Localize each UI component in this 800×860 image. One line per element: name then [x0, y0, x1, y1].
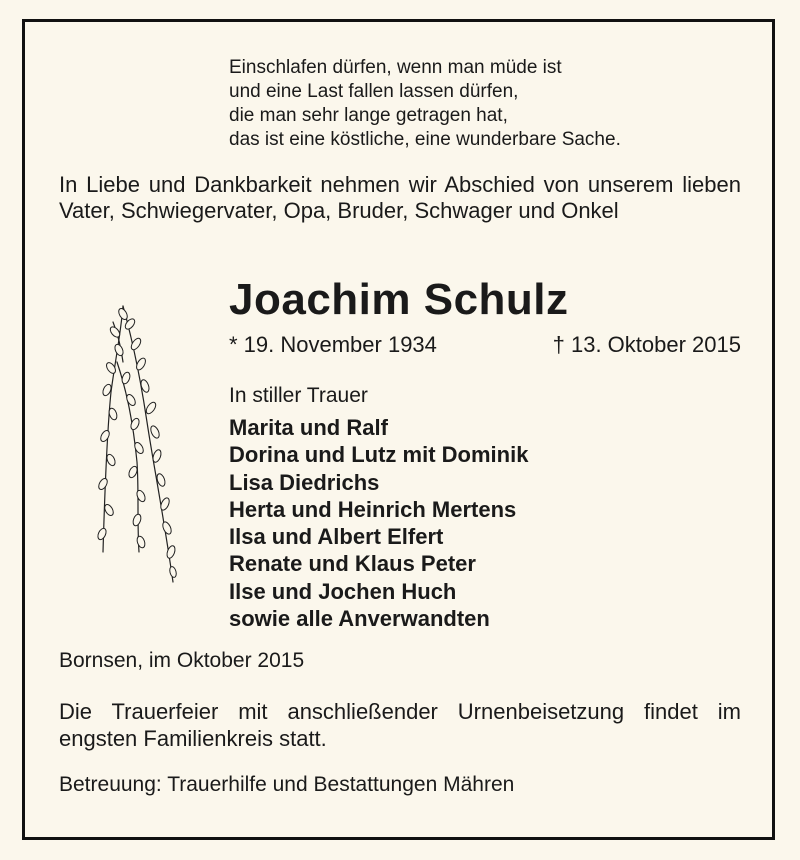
funeral-note: Die Trauerfeier mit anschließender Urnenbeisetzung findet im engsten Familienkreis statt.	[59, 699, 741, 751]
mourner: Dorina und Lutz mit Dominik	[229, 442, 529, 468]
mourner: Renate und Klaus Peter	[229, 551, 476, 577]
poem-line: Einschlafen dürfen, wenn man müde ist	[229, 57, 562, 78]
intro-text: In Liebe und Dankbarkeit nehmen wir Abschied von unserem lieben Vater, Schwiegervater, Opa, Bruder, Schwager und Onkel	[59, 172, 741, 223]
place-date: Bornsen, im Oktober 2015	[59, 649, 305, 672]
mourners-list	[229, 414, 528, 632]
mourner: Herta und Heinrich Mertens	[229, 496, 517, 522]
mourner: sowie alle Anverwandten	[229, 606, 490, 632]
birth-date: * 19. November 1934	[229, 332, 437, 357]
mourner: Ilsa und Albert Elfert	[229, 524, 444, 550]
mourning-label: In stiller Trauer	[229, 384, 368, 407]
mourner: Ilse und Jochen Huch	[229, 578, 457, 604]
poem-line: und eine Last fallen lassen dürfen,	[229, 81, 519, 102]
funeral-care-credit: Betreuung: Trauerhilfe und Bestattungen Mähren	[59, 773, 515, 796]
mourner: Lisa Diedrichs	[229, 469, 380, 495]
life-dates	[229, 331, 741, 359]
poem-line: das ist eine köstliche, eine wunderbare Sache.	[229, 129, 621, 150]
death-date: † 13. Oktober 2015	[552, 332, 741, 357]
birch-branch-icon	[93, 302, 188, 587]
poem	[229, 56, 621, 152]
deceased-name: Joachim Schulz	[229, 275, 569, 324]
mourner: Marita und Ralf	[229, 415, 388, 440]
poem-line: die man sehr lange getragen hat,	[229, 105, 508, 126]
